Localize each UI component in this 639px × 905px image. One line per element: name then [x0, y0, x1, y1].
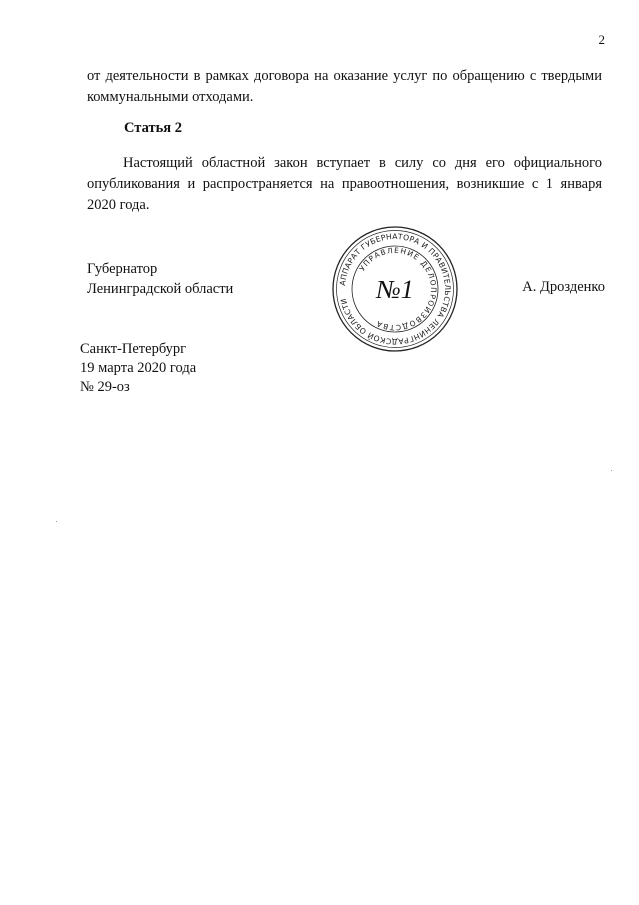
paragraph-continuation: от деятельности в рамках договора на оказание услуг по обращению с твердыми коммунальными отходами.: [87, 68, 602, 105]
seal-inner-text: УПРАВЛЕНИЕ ДЕЛОПРОИЗВОДСТВА: [357, 245, 439, 333]
scan-speck: [611, 470, 612, 471]
seal-number: №1: [376, 275, 414, 304]
article-2-text: Настоящий областной закон вступает в силу со дня его официального опубликования и распространяется на правоотношения, возникшие с 1 января 2020 года.: [87, 155, 602, 213]
city: Санкт-Петербург: [80, 341, 187, 357]
article-heading: Статья 2: [124, 120, 182, 136]
signatory-title-line2: Ленинградской области: [87, 281, 234, 297]
signatory-title-line1: Губернатор: [87, 261, 158, 277]
page-number: 2: [598, 32, 605, 47]
place-date-block: [80, 340, 196, 397]
law-number: № 29-оз: [80, 379, 130, 395]
signatory-name: А. Дрозденко: [522, 279, 605, 295]
signatory-title: [87, 259, 233, 299]
seal-outer-text: АППАРАТ ГУБЕРНАТОРА И ПРАВИТЕЛЬСТВА ЛЕНИНГРАДСКОЙ ОБЛАСТИ: [338, 231, 453, 347]
signing-date: 19 марта 2020 года: [80, 360, 197, 376]
official-seal-stamp: [330, 224, 460, 354]
scan-speck: [56, 521, 57, 522]
